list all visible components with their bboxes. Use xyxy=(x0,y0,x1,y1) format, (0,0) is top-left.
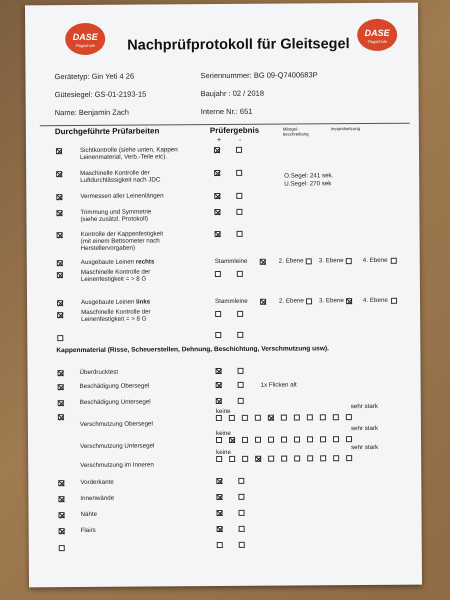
kappen-minus-checkbox[interactable] xyxy=(238,398,244,404)
lines-label xyxy=(81,299,150,306)
scale-checkbox[interactable] xyxy=(320,436,326,442)
scale-label: Verschmutzung im Inneren xyxy=(80,461,154,470)
scale-checkbox[interactable] xyxy=(216,415,222,421)
lines-done-checkbox[interactable] xyxy=(57,260,63,266)
pruefergebnis-heading: Prüfergebnis xyxy=(209,125,260,136)
level-4-checkbox[interactable] xyxy=(391,258,397,264)
scale-checkbox[interactable] xyxy=(281,456,287,462)
item-done-checkbox[interactable] xyxy=(57,232,63,238)
scale-checkbox[interactable] xyxy=(281,437,287,443)
scale-label: Verschmutzung Obersegel xyxy=(79,420,153,429)
level-2: 2. Ebene xyxy=(278,257,304,265)
item-label: Kontrolle der Kappenfestigkeit (mit einem Bettsometer nach Herstellervorgaben) xyxy=(80,230,164,252)
scale-checkbox[interactable] xyxy=(242,415,248,421)
item-minus-checkbox[interactable] xyxy=(236,193,242,199)
kappen-note: 1x Flicken alt xyxy=(260,381,297,389)
kappen-done-checkbox[interactable] xyxy=(58,384,64,390)
scale-high-label: sehr stark xyxy=(350,402,378,411)
part-done-checkbox[interactable] xyxy=(58,496,64,502)
baujahr: Baujahr : 02 / 2018 xyxy=(200,88,265,99)
part-plus-checkbox[interactable] xyxy=(217,526,223,532)
scale-checkbox[interactable] xyxy=(216,456,222,462)
logo-sub: Flugschule xyxy=(75,42,95,49)
level-4: 4. Ebene xyxy=(363,296,388,305)
part-minus-checkbox[interactable] xyxy=(238,478,244,484)
strength-label: Maschinelle Kontrolle der Leinenfestigkeit = > 8 G xyxy=(81,308,151,323)
part-minus-checkbox[interactable] xyxy=(238,494,244,500)
plus-heading: + xyxy=(216,135,222,145)
level-stammleine: Stammleine xyxy=(214,257,248,266)
strength-label: Maschinelle Kontrolle der Leinenfestigkeit = > 8 G xyxy=(80,268,151,283)
scale-checkbox[interactable] xyxy=(307,436,313,442)
scale-checkbox[interactable] xyxy=(229,415,235,421)
item-done-checkbox[interactable] xyxy=(56,194,62,200)
level-3-checkbox[interactable] xyxy=(346,258,352,264)
scale-checkbox[interactable] xyxy=(268,415,274,421)
interne-nr: Interne Nr.: 651 xyxy=(200,106,253,117)
part-done-checkbox[interactable] xyxy=(58,480,64,486)
kappen-plus-checkbox[interactable] xyxy=(216,382,222,388)
scale-checkbox[interactable] xyxy=(320,414,326,420)
part-plus-checkbox[interactable] xyxy=(216,494,222,500)
part-done-checkbox[interactable] xyxy=(59,512,65,518)
scale-checkbox[interactable] xyxy=(346,436,352,442)
level-stamm-checkbox[interactable] xyxy=(260,259,266,265)
dase-logo-right xyxy=(357,19,397,51)
item-minus-checkbox[interactable] xyxy=(236,209,242,215)
level-3-checkbox[interactable] xyxy=(346,298,352,304)
kappen-heading: Kappenmaterial (Risse, Scheuerstellen, Dehnung, Beschichtung, Verschmutzung usw). xyxy=(56,345,330,355)
item-label: Vermessen aller Leinenlängen xyxy=(80,192,164,200)
item-plus-checkbox[interactable] xyxy=(215,231,221,237)
part-label: Flairs xyxy=(80,526,96,535)
item-minus-checkbox[interactable] xyxy=(236,147,242,153)
scale-checkbox[interactable] xyxy=(346,414,352,420)
level-stammleine: Stammleine xyxy=(215,297,248,306)
instandsetzung-heading: Instandsetzung xyxy=(330,126,361,132)
strength-plus-checkbox[interactable] xyxy=(215,311,221,317)
extra-minus-checkbox[interactable] xyxy=(237,332,243,338)
item-done-checkbox[interactable] xyxy=(56,148,62,154)
strength-done-checkbox[interactable] xyxy=(57,312,63,318)
scale-checkbox[interactable] xyxy=(255,415,261,421)
item-minus-checkbox[interactable] xyxy=(236,170,242,176)
scale-checkbox[interactable] xyxy=(216,437,222,443)
pilot-name: Name: Benjamin Zach xyxy=(54,107,129,118)
dase-logo-left xyxy=(65,23,105,55)
strength-minus-checkbox[interactable] xyxy=(237,311,243,317)
lines-label-side: links xyxy=(136,298,151,306)
kappen-minus-checkbox[interactable] xyxy=(238,382,244,388)
strength-done-checkbox[interactable] xyxy=(57,272,63,278)
level-2-checkbox[interactable] xyxy=(306,298,312,304)
scale-checkbox[interactable] xyxy=(255,437,261,443)
level-4-checkbox[interactable] xyxy=(391,298,397,304)
item-plus-checkbox[interactable] xyxy=(214,209,220,215)
part-minus-checkbox[interactable] xyxy=(239,510,245,516)
part-label: Vorderkante xyxy=(80,478,114,487)
scale-checkbox[interactable] xyxy=(333,414,339,420)
part-extra-checkbox[interactable] xyxy=(59,545,65,551)
part-label: Innenwände xyxy=(80,494,115,503)
level-2-checkbox[interactable] xyxy=(306,258,312,264)
kappen-label: Beschädigung Untersegel xyxy=(79,398,151,407)
seriennummer: Seriennummer: BG 09-Q7400683P xyxy=(200,70,318,81)
scale-high-label: sehr stark xyxy=(350,424,379,433)
item-minus-checkbox[interactable] xyxy=(237,231,243,237)
contamination-done-checkbox[interactable] xyxy=(58,414,64,420)
item-plus-checkbox[interactable] xyxy=(214,147,220,153)
level-2: 2. Ebene xyxy=(279,297,304,305)
logo-brand: DASE xyxy=(364,27,390,39)
level-3: 3. Ebene xyxy=(319,297,344,305)
guetesiegel: Gütesiegel: GS-01-2193-15 xyxy=(54,89,147,100)
pruefarbeiten-heading: Durchgeführte Prüfarbeiten xyxy=(54,126,160,137)
scale-checkbox[interactable] xyxy=(294,414,300,420)
page-title: Nachprüfprotokoll für Gleitsegel xyxy=(127,36,350,54)
protocol-sheet xyxy=(25,3,422,588)
minus-heading: - xyxy=(238,134,242,144)
scale-label: Verschmutzung Untersegel xyxy=(80,442,155,451)
scale-checkbox[interactable] xyxy=(255,456,261,462)
scale-low-label: keine xyxy=(215,429,231,438)
scale-checkbox[interactable] xyxy=(346,455,352,461)
logo-sub: Flugschule xyxy=(367,38,387,44)
scale-checkbox[interactable] xyxy=(242,456,248,462)
kappen-done-checkbox[interactable] xyxy=(58,400,64,406)
extra-done-checkbox[interactable] xyxy=(57,335,63,341)
scale-checkbox[interactable] xyxy=(281,415,287,421)
lines-label-prefix: Ausgebaute Leinen xyxy=(80,258,136,266)
scale-checkbox[interactable] xyxy=(307,455,313,461)
level-3: 3. Ebene xyxy=(318,257,344,265)
scale-checkbox[interactable] xyxy=(333,436,339,442)
kappen-label: Beschädigung Obersegel xyxy=(79,382,150,391)
part-done-checkbox[interactable] xyxy=(59,528,65,534)
item-done-checkbox[interactable] xyxy=(56,210,62,216)
part-plus-checkbox[interactable] xyxy=(217,510,223,516)
item-label: Maschinelle Kontrolle der Luftdurchlässigkeit nach JDC xyxy=(80,169,161,184)
scale-high-label: sehr stark xyxy=(351,443,379,452)
kappen-plus-checkbox[interactable] xyxy=(216,398,222,404)
item-label: Trimmung und Symmetrie (siehe zusätzl. Protokoll) xyxy=(80,208,152,223)
scale-checkbox[interactable] xyxy=(320,455,326,461)
strength-minus-checkbox[interactable] xyxy=(237,271,243,277)
kappen-minus-checkbox[interactable] xyxy=(238,368,244,374)
scale-checkbox[interactable] xyxy=(294,455,300,461)
part-extra-minus-checkbox[interactable] xyxy=(239,542,245,548)
item-plus-checkbox[interactable] xyxy=(214,170,220,176)
scale-checkbox[interactable] xyxy=(229,437,235,443)
air-note-untersegel: U.Segel: 270 sek xyxy=(284,180,332,188)
part-extra-plus-checkbox[interactable] xyxy=(217,542,223,548)
level-stamm-checkbox[interactable] xyxy=(260,299,266,305)
kappen-plus-checkbox[interactable] xyxy=(216,368,222,374)
strength-plus-checkbox[interactable] xyxy=(215,271,221,277)
geraetetyp: Gerätetyp: Gin Yeti 4 26 xyxy=(54,71,135,82)
item-done-checkbox[interactable] xyxy=(56,171,62,177)
maengel-heading: Mängel- beschreibung xyxy=(282,126,309,137)
kappen-done-checkbox[interactable] xyxy=(58,370,64,376)
extra-plus-checkbox[interactable] xyxy=(215,332,221,338)
item-plus-checkbox[interactable] xyxy=(214,193,220,199)
scale-checkbox[interactable] xyxy=(294,436,300,442)
kappen-label: Überdrucktest xyxy=(79,368,119,377)
level-4: 4. Ebene xyxy=(362,256,388,265)
scale-checkbox[interactable] xyxy=(333,455,339,461)
lines-label-side: rechts xyxy=(135,258,155,266)
part-minus-checkbox[interactable] xyxy=(239,526,245,532)
lines-done-checkbox[interactable] xyxy=(57,300,63,306)
part-plus-checkbox[interactable] xyxy=(216,478,222,484)
part-label: Nähte xyxy=(80,510,98,519)
scale-checkbox[interactable] xyxy=(242,437,248,443)
scale-checkbox[interactable] xyxy=(268,456,274,462)
scale-checkbox[interactable] xyxy=(307,414,313,420)
scale-low-label: keine xyxy=(216,448,231,457)
scale-checkbox[interactable] xyxy=(229,456,235,462)
lines-label-prefix: Ausgebaute Leinen xyxy=(81,298,137,306)
lines-label xyxy=(81,258,155,266)
logo-brand: DASE xyxy=(72,31,98,43)
air-note-obersegel: O.Segel: 241 sek. xyxy=(284,172,334,180)
scale-checkbox[interactable] xyxy=(268,437,274,443)
item-label: Sichtkontrolle (siehe unten, Kappen Leinenmaterial, Verb.-Teile etc). xyxy=(79,146,178,161)
scale-low-label: keine xyxy=(215,407,231,416)
